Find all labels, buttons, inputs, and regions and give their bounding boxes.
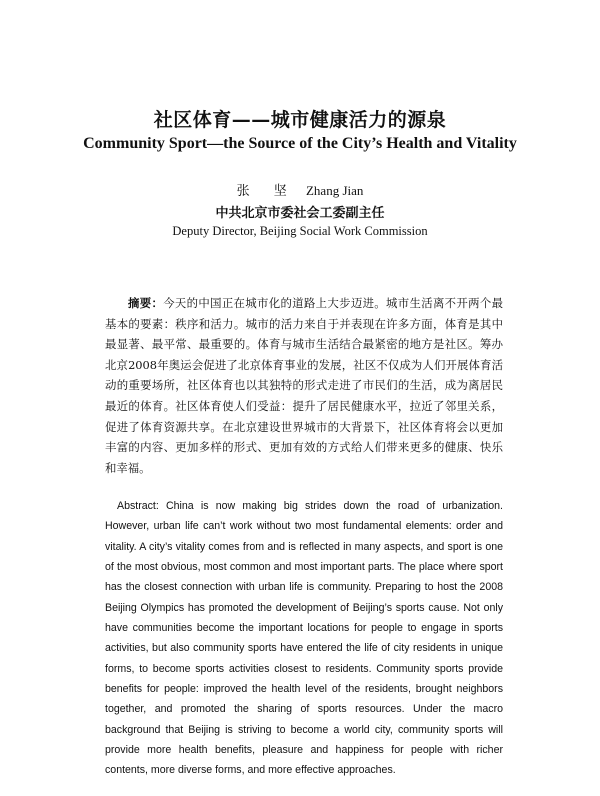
author-name-english: Zhang Jian [305, 183, 364, 198]
abstract-english-label: Abstract: [117, 500, 159, 512]
title-chinese: 社区体育——城市健康活力的源泉 [153, 109, 447, 131]
author-line [0, 180, 600, 199]
author-name-chinese: 张 坚 [236, 184, 297, 199]
title-english: Community Sport—the Source of the City’s Health and Vitality [83, 135, 517, 152]
abstract-chinese [105, 293, 503, 478]
abstract-english-text: China is now making big strides down the road of urbanization. However, urban life can’t work without two most fundamental elements: order and vitality. A city’s vitality comes from and is reflected in many aspects, and sport is one of the most obvious, most common and most important parts. The place where sport has the closest connection with urban life is community. Preparing to host the 2008 Beijing Olympics has promoted the development of Beijing’s sports cause. Not only have communities become the important locations for people to engage in sports activities, but also community sports have entered the life of city residents in unique forms, to become sports activities closest to residents. Community sports provide benefits for people: improved the health level of the residents, brought neighbors together, and promoted the sharing of sports resources. Under the macro background that Beijing is striving to become a world city, community sports will provide more health benefits, pleasure and happiness for people with richer contents, more diverse forms, and more effective approaches. [105, 500, 503, 777]
abstract-chinese-label: 摘要： [128, 296, 164, 310]
abstract-english [105, 496, 503, 781]
affiliation-english: Deputy Director, Beijing Social Work Commission [172, 224, 428, 238]
affiliation-chinese: 中共北京市委社会工委副主任 [215, 206, 385, 221]
abstract-chinese-text: 今天的中国正在城市化的道路上大步迈进。城市生活离不开两个最基本的要素：秩序和活力。城市的活力来自于并表现在许多方面，体育是其中最显著、最平常、最重要的。体育与城市生活结合最紧密的地方是社区。筹办北京2008年奥运会促进了北京体育事业的发展，社区不仅成为人们开展体育活动的重要场所，社区体育也以其独特的形式走进了市民们的生活，成为离居民最近的体育。社区体育使人们受益：提升了居民健康水平，拉近了邻里关系，促进了体育资源共享。在北京建设世界城市的大背景下，社区体育将会以更加丰富的内容、更加多样的形式、更加有效的方式给人们带来更多的健康、快乐和幸福。 [105, 296, 503, 475]
